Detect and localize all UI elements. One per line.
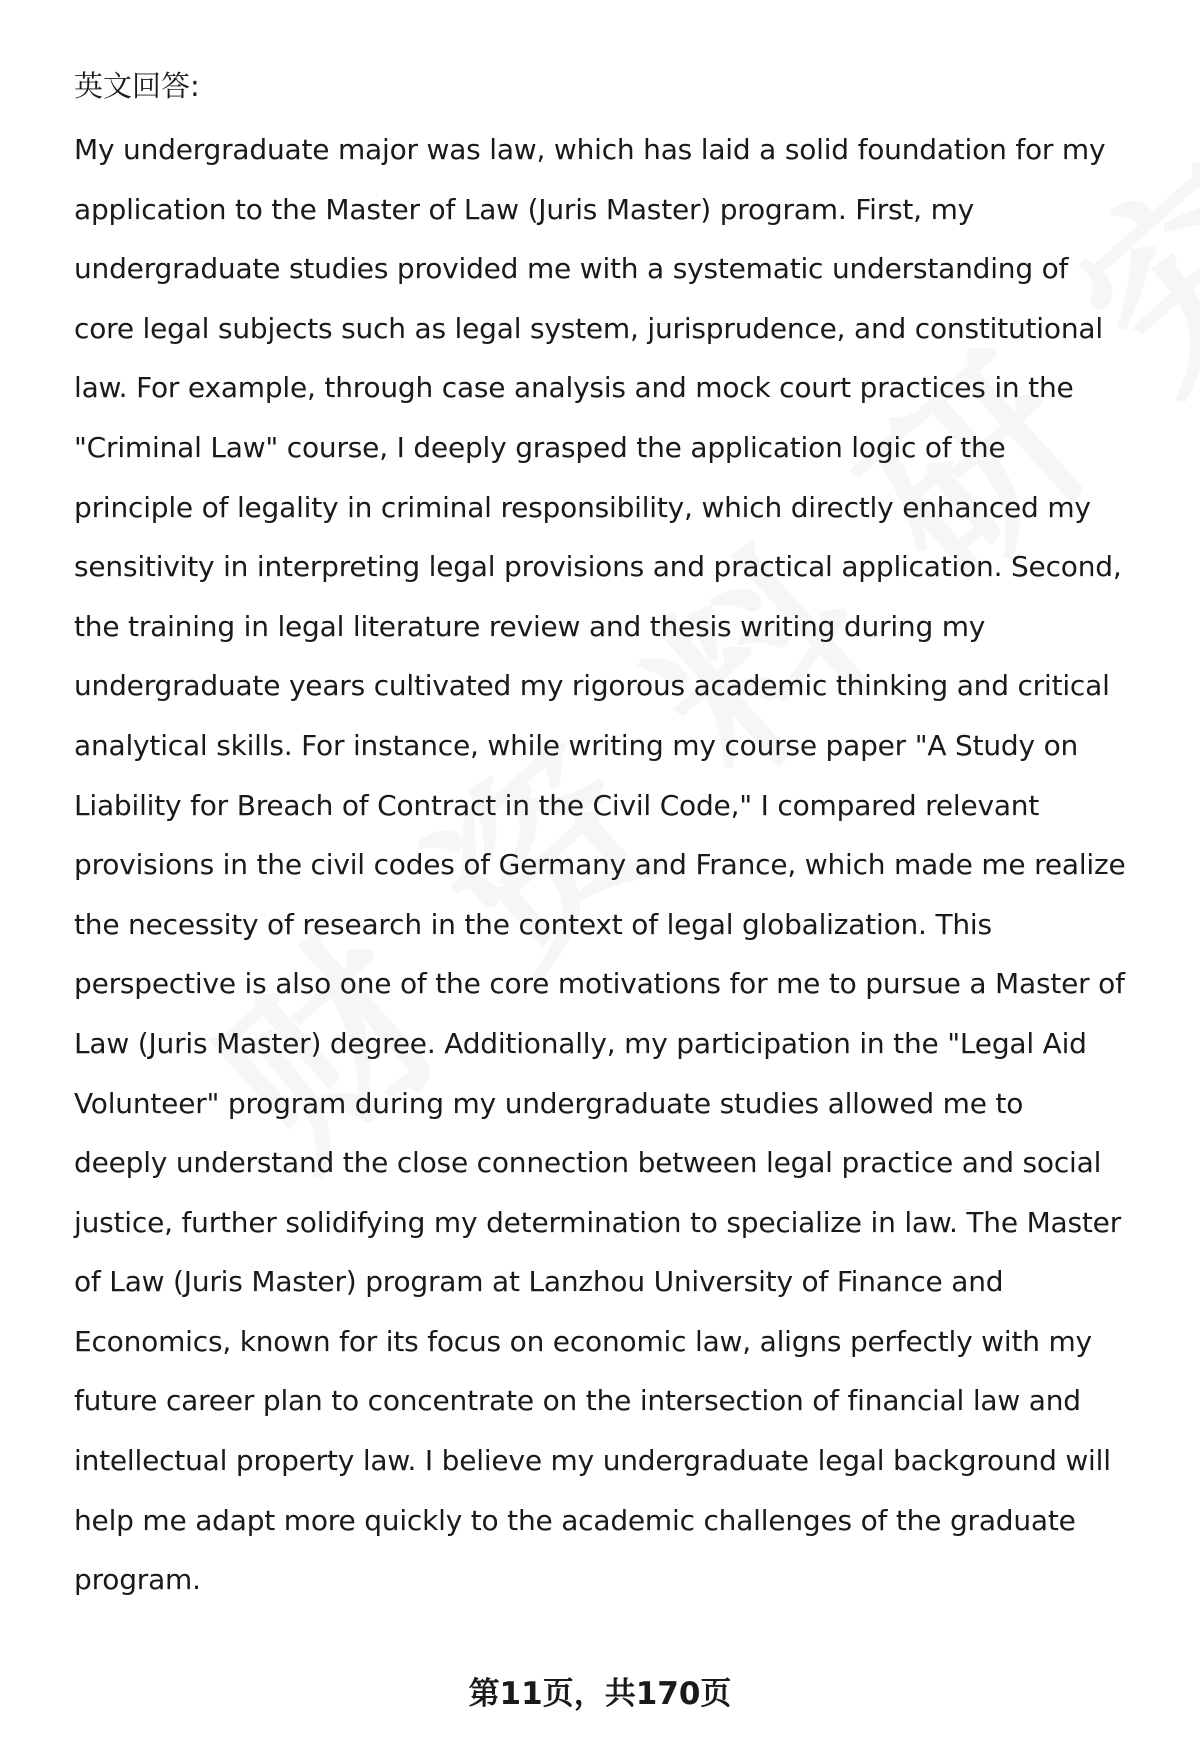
answer-line: application to the Master of Law (Juris Master) program. First, my [74, 192, 975, 226]
answer-line: core legal subjects such as legal system, jurisprudence, and constitutional [74, 311, 1103, 345]
answer-line: program. [74, 1563, 201, 1597]
answer-line: deeply understand the close connection between legal practice and social [74, 1146, 1102, 1180]
answer-line: the necessity of research in the context of legal globalization. This [74, 907, 992, 941]
answer-line: provisions in the civil codes of Germany and France, which made me realize [74, 848, 1126, 882]
answer-line: justice, further solidifying my determination to specialize in law. The Master [74, 1205, 1122, 1239]
answer-body [74, 120, 1169, 1610]
answer-line: law. For example, through case analysis and mock court practices in the [74, 371, 1074, 405]
answer-line: perspective is also one of the core motivations for me to pursue a Master of [74, 967, 1125, 1001]
answer-line: undergraduate studies provided me with a systematic understanding of [74, 252, 1069, 286]
answer-line: of Law (Juris Master) program at Lanzhou University of Finance and [74, 1265, 1004, 1299]
answer-line: Economics, known for its focus on economic law, aligns perfectly with my [74, 1324, 1092, 1358]
answer-line: intellectual property law. I believe my undergraduate legal background will [74, 1444, 1111, 1478]
answer-line: help me adapt more quickly to the academic challenges of the graduate [74, 1503, 1076, 1537]
answer-line: My undergraduate major was law, which has laid a solid foundation for my [74, 133, 1106, 166]
answer-line: undergraduate years cultivated my rigorous academic thinking and critical [74, 669, 1110, 703]
answer-line: principle of legality in criminal responsibility, which directly enhanced my [74, 490, 1091, 524]
answer-line: sensitivity in interpreting legal provisions and practical application. Second, [74, 550, 1122, 584]
answer-line: "Criminal Law" course, I deeply grasped the application logic of the [74, 430, 1006, 464]
answer-heading: 英文回答: [74, 69, 200, 103]
answer-line: Law (Juris Master) degree. Additionally, my participation in the "Legal Aid [74, 1026, 1087, 1060]
answer-line: the training in legal literature review and thesis writing during my [74, 609, 986, 643]
answer-line: Liability for Breach of Contract in the Civil Code," I compared relevant [74, 788, 1040, 822]
answer-line: future career plan to concentrate on the intersection of financial law and [74, 1384, 1081, 1418]
answer-line: analytical skills. For instance, while writing my course paper "A Study on [74, 728, 1079, 762]
answer-line: Volunteer" program during my undergraduate studies allowed me to [74, 1086, 1024, 1120]
page-number-footer: 第11页，共170页 [468, 1676, 732, 1712]
